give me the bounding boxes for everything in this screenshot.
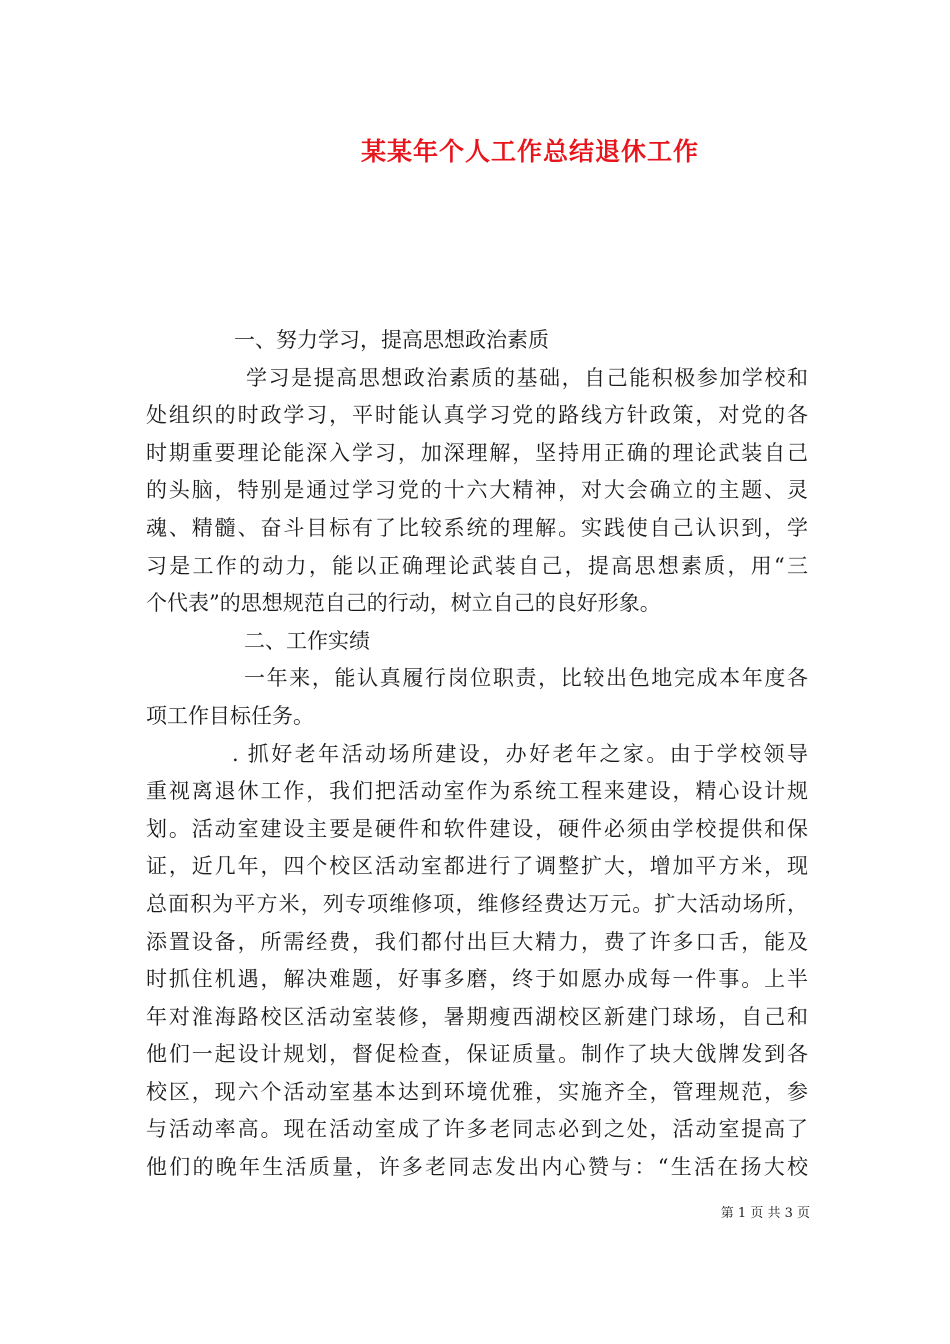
section-heading-achievements: 二、工作实绩 — [244, 628, 370, 653]
paragraph-line: 的头脑，特别是通过学习党的十六大精神，对大会确立的主题、灵 — [146, 478, 808, 503]
paragraph-line: 时期重要理论能深入学习，加深理解，坚持用正确的理论武装自己 — [146, 440, 808, 465]
paragraph-line: 他们的晚年生活质量，许多老同志发出内心赞与：“生活在扬大校 — [146, 1155, 808, 1180]
paragraph-line: 添置设备，所需经费，我们都付出巨大精力，费了许多口舌，能及 — [146, 929, 808, 954]
paragraph-line: 划。活动室建设主要是硬件和软件建设，硬件必须由学校提供和保 — [146, 816, 808, 841]
page-number: 第 1 页 共 3 页 — [720, 1206, 810, 1221]
paragraph-line: 他们一起设计规划，督促检查，保证质量。制作了块大戗牌发到各 — [146, 1042, 808, 1067]
paragraph-line: 时抓住机遇，解决难题，好事多磨，终于如愿办成每一件事。上半 — [146, 967, 808, 992]
document-title: 某某年个人工作总结退休工作 — [360, 137, 699, 166]
paragraph-line: 项工作目标任务。 — [146, 703, 314, 728]
paragraph-line: 一年来，能认真履行岗位职责，比较出色地完成本年度各 — [244, 666, 808, 691]
section-heading-study: 一、努力学习，提高思想政治素质 — [234, 328, 549, 352]
paragraph-line: 校区，现六个活动室基本达到环境优雅，实施齐全，管理规范，参 — [146, 1079, 808, 1104]
paragraph-line: 重视离退休工作，我们把活动室作为系统工程来建设，精心设计规 — [146, 779, 808, 804]
paragraph-line: . 抓好老年活动场所建设，办好老年之家。由于学校领导 — [232, 741, 808, 766]
paragraph-line: 年对淮海路校区活动室装修，暑期瘦西湖校区新建门球场，自己和 — [146, 1004, 808, 1029]
paragraph-line: 个代表”的思想规范自己的行动，树立自己的良好形象。 — [146, 591, 661, 616]
paragraph-line: 证，近几年，四个校区活动室都进行了调整扩大，增加平方米，现 — [146, 854, 808, 879]
paragraph-line: 魂、精髓、奋斗目标有了比较系统的理解。实践使自己认识到，学 — [146, 515, 808, 540]
paragraph-line: 处组织的时政学习，平时能认真学习党的路线方针政策，对党的各 — [146, 403, 808, 428]
paragraph-line: 习是工作的动力，能以正确理论武装自己，提高思想素质，用“三 — [146, 553, 808, 578]
paragraph-line: 与活动率高。现在活动室成了许多老同志必到之处，活动室提高了 — [146, 1117, 808, 1142]
paragraph-line: 学习是提高思想政治素质的基础，自己能积极参加学校和 — [246, 365, 808, 390]
paragraph-line: 总面积为平方米，列专项维修项，维修经费达万元。扩大活动场所， — [146, 891, 808, 916]
document-body — [146, 322, 808, 1187]
